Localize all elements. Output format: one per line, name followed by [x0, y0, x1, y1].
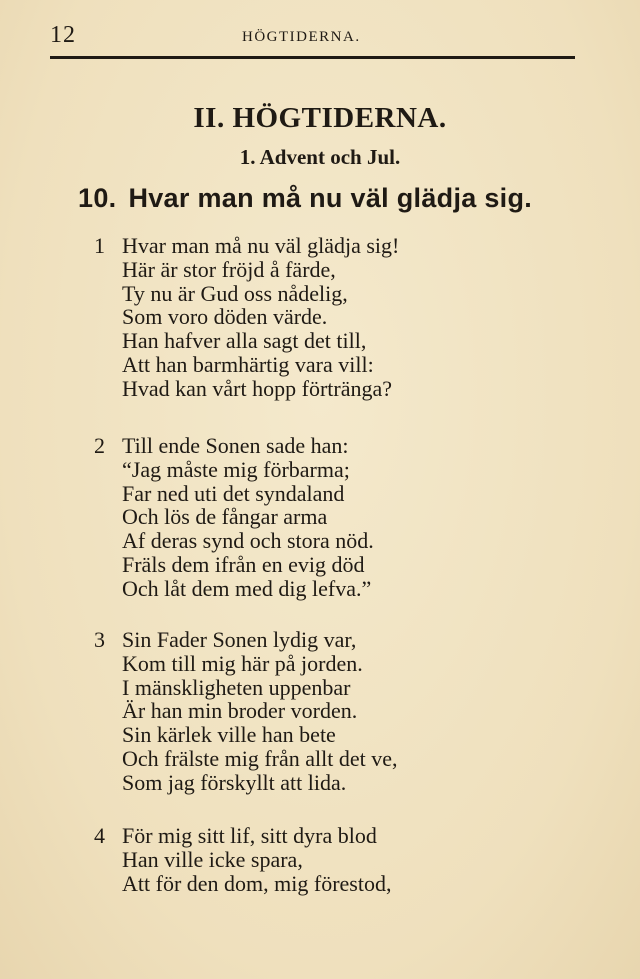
verse-line: Och frälste mig från allt det ve, [122, 745, 398, 771]
hymn-title: Hvar man må nu väl glädja sig. [128, 183, 533, 213]
verse-line: Han ville icke spara, [122, 846, 303, 872]
verse-line: Och lös de fångar arma [122, 504, 328, 530]
verse-line: Kom till mig här på jorden. [122, 650, 363, 676]
verse-number: 4 [94, 823, 105, 848]
page-number: 12 [50, 22, 76, 48]
verse-line: Hvar man må nu väl glädja sig! [122, 233, 400, 258]
verse-line: Att han barmhärtig vara vill: [122, 351, 374, 377]
verse-line: För mig sitt lif, sitt dyra blod [122, 823, 377, 848]
verse-line: Sin kärlek ville han bete [122, 722, 336, 748]
verse-line: Till ende Sonen sade han: [122, 433, 349, 458]
running-title: HÖGTIDERNA. [242, 29, 361, 45]
section-title: II. HÖGTIDERNA. [193, 102, 447, 134]
verse-line: Som jag förskyllt att lida. [122, 769, 347, 795]
verse-line: I mänskligheten uppenbar [122, 674, 351, 700]
verse-line: Att för den dom, mig förestod, [122, 870, 392, 896]
verse-lines [122, 824, 592, 895]
verse-line: “Jag måste mig förbarma; [122, 456, 350, 482]
verse-line: Fräls dem ifrån en evig död [122, 551, 365, 577]
verse-lines [122, 234, 592, 401]
verse-line: Han hafver alla sagt det till, [122, 328, 367, 354]
verse-line: Som voro döden värde. [122, 304, 328, 330]
verse-line: Hvad kan vårt hopp förtränga? [122, 375, 393, 401]
header-rule [50, 56, 575, 59]
verse-line: Och låt dem med dig lefva.” [122, 575, 372, 601]
verse-number: 1 [94, 233, 105, 258]
running-header [50, 22, 575, 58]
subsection-title: 1. Advent och Jul. [239, 145, 401, 169]
hymn-number: 10. [78, 183, 117, 213]
verse-line: Far ned uti det syndaland [122, 480, 345, 506]
verse-line: Sin Fader Sonen lydig var, [122, 627, 357, 652]
verse-line: Är han min broder vorden. [122, 698, 358, 724]
verse-lines [122, 628, 592, 795]
hymn-heading [78, 183, 532, 214]
verse-line: Af deras synd och stora nöd. [122, 528, 374, 554]
verse-lines [122, 434, 592, 601]
verse-line: Här är stor fröjd å färde, [122, 256, 336, 282]
verse-number: 2 [94, 433, 105, 458]
verse-number: 3 [94, 627, 105, 652]
verse-line: Ty nu är Gud oss nådelig, [122, 280, 348, 306]
